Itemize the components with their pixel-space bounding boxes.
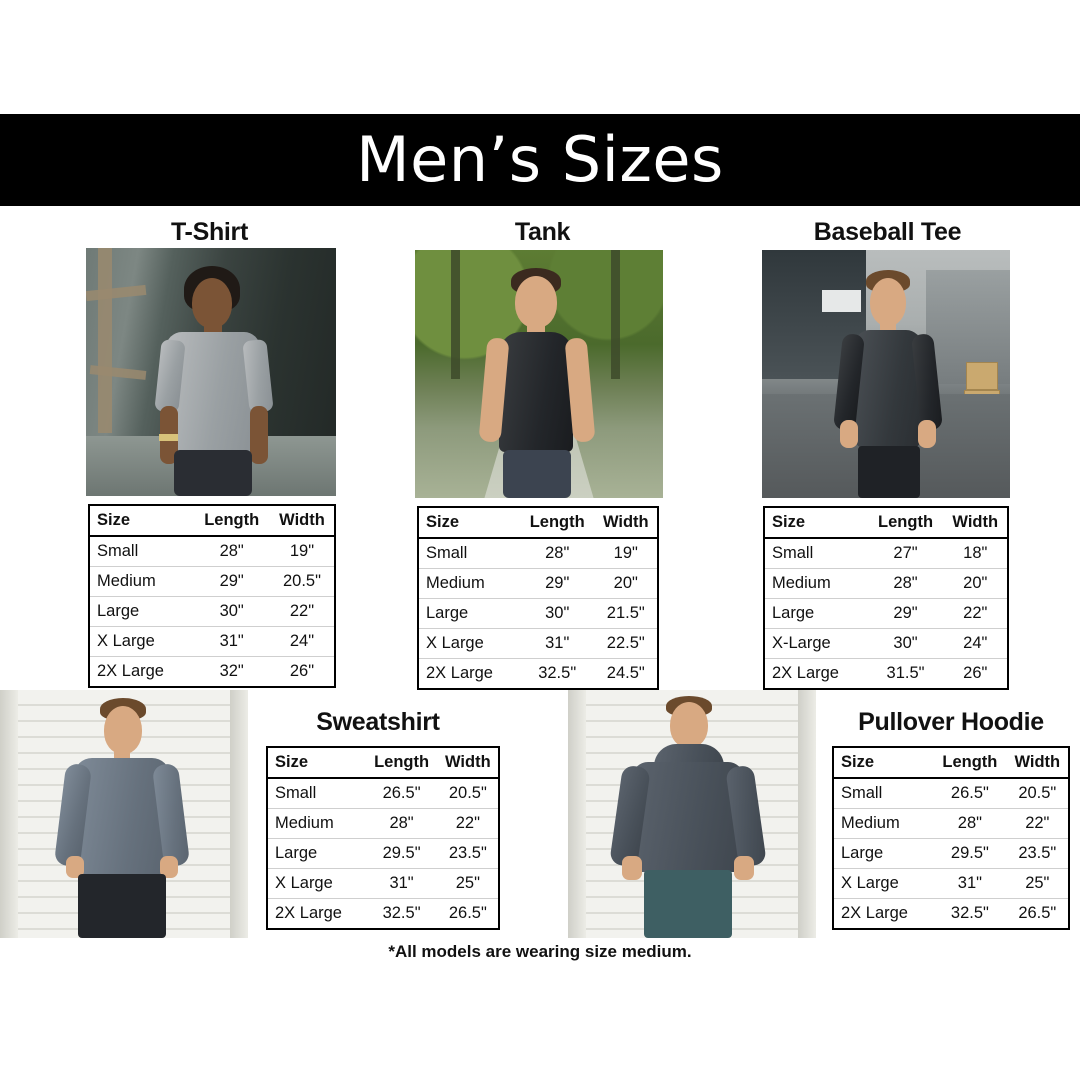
table-row xyxy=(833,839,1069,869)
th-length: Length xyxy=(933,747,1006,778)
product-title-tank: Tank xyxy=(514,218,571,246)
page-title: Men’s Sizes xyxy=(356,123,724,196)
cell-width: 22.5" xyxy=(595,629,658,659)
th-size: Size xyxy=(764,507,868,538)
cell-width: 23.5" xyxy=(438,839,499,869)
photo-tank xyxy=(415,250,663,498)
size-table-tshirt xyxy=(88,504,336,688)
table-row xyxy=(833,899,1069,930)
cell-length: 28" xyxy=(193,536,270,567)
cell-length: 32.5" xyxy=(538,664,577,682)
cell-size: Large xyxy=(267,839,365,869)
cell-width: 20.5" xyxy=(1007,778,1069,809)
table-row xyxy=(89,627,335,657)
table-row xyxy=(418,599,658,629)
product-title-pullover-hoodie: Pullover Hoodie xyxy=(858,708,1044,736)
table-row xyxy=(89,597,335,627)
product-title-baseball-tee: Baseball Tee xyxy=(813,218,962,246)
cell-size: Medium xyxy=(267,809,365,839)
th-size: Size xyxy=(267,747,365,778)
cell-length: 32" xyxy=(219,662,244,680)
table-row xyxy=(267,899,499,930)
cell-length: 28" xyxy=(520,538,595,569)
cell-length: 28" xyxy=(868,569,944,599)
th-width: Width xyxy=(595,507,658,538)
cell-size: Small xyxy=(764,538,868,569)
cell-width: 24" xyxy=(270,627,335,657)
cell-width: 23.5" xyxy=(1007,839,1069,869)
th-width: Width xyxy=(944,507,1008,538)
cell-length: 29" xyxy=(193,567,270,597)
table-row xyxy=(418,538,658,569)
cell-width: 22" xyxy=(270,597,335,627)
table-row xyxy=(267,869,499,899)
table-row xyxy=(833,869,1069,899)
cell-length: 31" xyxy=(365,869,437,899)
cell-size: X Large xyxy=(418,629,520,659)
cell-width: 24" xyxy=(944,629,1008,659)
table-row xyxy=(764,538,1008,569)
model-baseball-tee xyxy=(828,270,952,498)
cell-size: X Large xyxy=(267,869,365,899)
table-header-row xyxy=(89,505,335,536)
model-sweatshirt xyxy=(52,698,192,938)
cell-length: 31" xyxy=(193,627,270,657)
table-row xyxy=(89,536,335,567)
cell-size: Medium xyxy=(833,809,933,839)
cell-width: 20.5" xyxy=(438,778,499,809)
model-tshirt xyxy=(158,266,268,496)
cell-size: X Large xyxy=(89,627,193,657)
photo-sweatshirt xyxy=(0,690,248,938)
table-row xyxy=(764,659,1008,690)
cell-length: 29.5" xyxy=(933,839,1006,869)
th-width: Width xyxy=(1007,747,1069,778)
table-row xyxy=(833,778,1069,809)
cell-width: 21.5" xyxy=(595,599,658,629)
size-table-baseball-tee xyxy=(763,506,1009,690)
cell-length: 28" xyxy=(933,809,1006,839)
cell-width: 25" xyxy=(1007,869,1069,899)
table-row xyxy=(89,657,335,688)
cell-width: 19" xyxy=(270,536,335,567)
cell-width: 26.5" xyxy=(448,904,487,922)
table-header-row xyxy=(418,507,658,538)
cell-length: 29" xyxy=(868,599,944,629)
cell-length: 30" xyxy=(193,597,270,627)
th-length: Length xyxy=(193,505,270,536)
table-row xyxy=(833,809,1069,839)
cell-size: 2X Large xyxy=(97,662,164,680)
cell-width: 25" xyxy=(438,869,499,899)
product-tank xyxy=(415,218,670,247)
cell-size: X-Large xyxy=(764,629,868,659)
cell-width: 22" xyxy=(438,809,499,839)
cell-size: 2X Large xyxy=(426,664,493,682)
cell-length: 29.5" xyxy=(365,839,437,869)
cell-length: 32.5" xyxy=(950,904,989,922)
product-baseball-tee xyxy=(760,218,1015,247)
cell-length: 26.5" xyxy=(365,778,437,809)
product-title-tshirt: T-Shirt xyxy=(170,218,249,246)
cell-length: 31.5" xyxy=(886,664,925,682)
th-width: Width xyxy=(438,747,499,778)
cell-size: Medium xyxy=(418,569,520,599)
photo-baseball-tee xyxy=(762,250,1010,498)
table-row xyxy=(764,629,1008,659)
th-width: Width xyxy=(270,505,335,536)
cell-length: 32.5" xyxy=(382,904,421,922)
cell-size: Small xyxy=(418,538,520,569)
photo-pullover-hoodie xyxy=(568,690,816,938)
cell-size: Small xyxy=(89,536,193,567)
th-size: Size xyxy=(418,507,520,538)
cell-size: 2X Large xyxy=(275,904,342,922)
cell-length: 31" xyxy=(520,629,595,659)
cell-length: 31" xyxy=(933,869,1006,899)
table-row xyxy=(89,567,335,597)
table-row xyxy=(418,629,658,659)
table-row xyxy=(764,569,1008,599)
table-row xyxy=(764,599,1008,629)
product-pullover-hoodie xyxy=(826,708,1076,737)
cell-size: Large xyxy=(764,599,868,629)
table-row xyxy=(418,569,658,599)
table-row xyxy=(267,778,499,809)
cell-width: 19" xyxy=(595,538,658,569)
cell-width: 26.5" xyxy=(1018,904,1057,922)
cell-width: 26" xyxy=(963,664,988,682)
footnote: *All models are wearing size medium. xyxy=(388,942,692,961)
table-header-row xyxy=(267,747,499,778)
cell-width: 22" xyxy=(1007,809,1069,839)
th-size: Size xyxy=(833,747,933,778)
product-title-sweatshirt: Sweatshirt xyxy=(316,708,440,736)
header-banner xyxy=(0,114,1080,206)
table-row xyxy=(267,839,499,869)
photo-tshirt xyxy=(86,248,336,496)
cell-width: 20" xyxy=(944,569,1008,599)
th-length: Length xyxy=(868,507,944,538)
cell-size: Small xyxy=(833,778,933,809)
model-pullover-hoodie xyxy=(614,696,764,938)
model-tank xyxy=(477,268,601,498)
th-length: Length xyxy=(365,747,437,778)
cell-size: Large xyxy=(833,839,933,869)
table-row xyxy=(418,659,658,690)
size-table-pullover-hoodie xyxy=(832,746,1070,930)
cell-width: 24.5" xyxy=(606,664,645,682)
cell-length: 28" xyxy=(365,809,437,839)
th-size: Size xyxy=(89,505,193,536)
cell-length: 30" xyxy=(520,599,595,629)
cell-width: 20" xyxy=(595,569,658,599)
table-row xyxy=(267,809,499,839)
cell-width: 22" xyxy=(944,599,1008,629)
size-table-sweatshirt xyxy=(266,746,500,930)
cell-length: 30" xyxy=(868,629,944,659)
size-table-tank xyxy=(417,506,659,690)
cell-width: 18" xyxy=(944,538,1008,569)
cell-size: 2X Large xyxy=(772,664,839,682)
cell-length: 29" xyxy=(520,569,595,599)
table-header-row xyxy=(764,507,1008,538)
th-length: Length xyxy=(520,507,595,538)
cell-size: X Large xyxy=(833,869,933,899)
cell-width: 20.5" xyxy=(270,567,335,597)
table-header-row xyxy=(833,747,1069,778)
cell-size: 2X Large xyxy=(841,904,908,922)
product-sweatshirt xyxy=(256,708,500,737)
cell-width: 26" xyxy=(289,662,315,680)
cell-size: Large xyxy=(418,599,520,629)
cell-size: Medium xyxy=(89,567,193,597)
cell-size: Large xyxy=(89,597,193,627)
cell-length: 26.5" xyxy=(933,778,1006,809)
cell-size: Small xyxy=(267,778,365,809)
cell-length: 27" xyxy=(868,538,944,569)
cell-size: Medium xyxy=(764,569,868,599)
product-tshirt xyxy=(82,218,337,247)
